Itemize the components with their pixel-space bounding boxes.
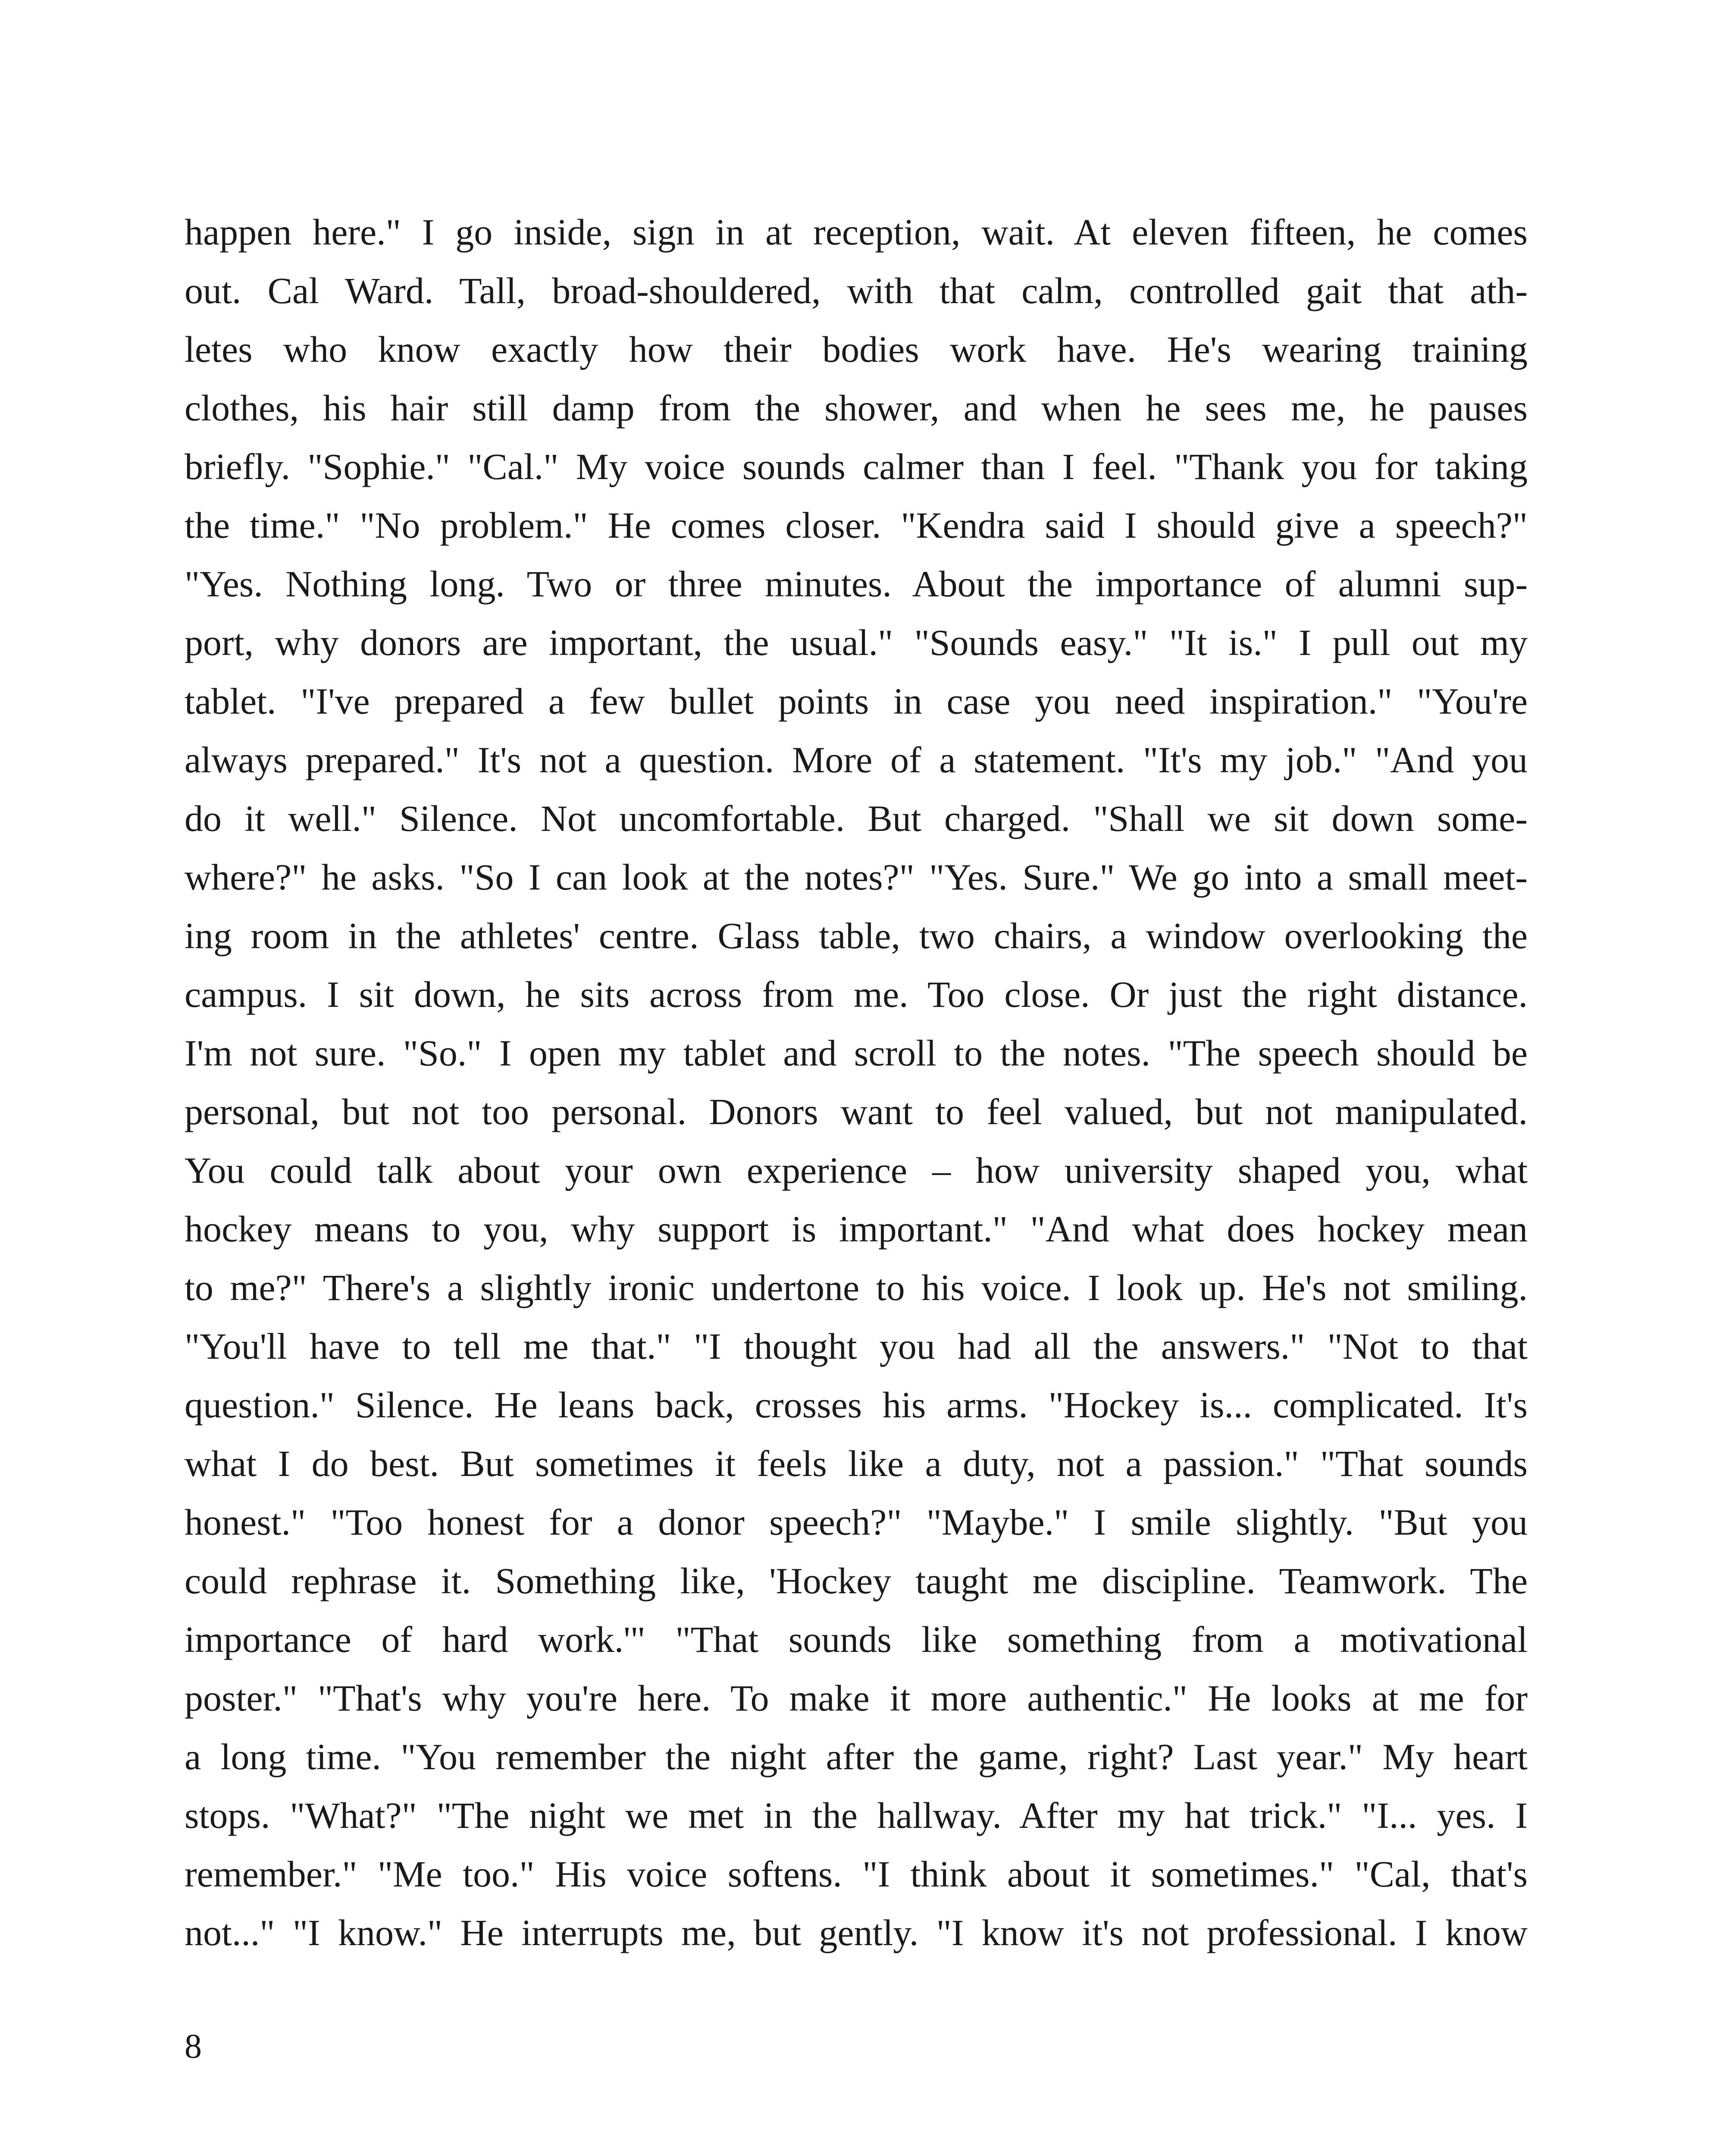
text-line-content: importance of hard work.'" "That sounds like something from a motivational — [185, 1619, 1528, 1660]
text-line — [185, 1141, 1528, 1200]
text-line-content: happen here." I go inside, sign in at reception, wait. At eleven fifteen, he comes — [185, 211, 1528, 253]
text-line-content: remember." "Me too." His voice softens. "I think about it sometimes." "Cal, that's — [185, 1853, 1528, 1895]
text-line — [185, 1551, 1528, 1610]
text-line — [185, 848, 1528, 906]
text-line-content: stops. "What?" "The night we met in the hallway. After my hat trick." "I... yes. I — [185, 1795, 1528, 1836]
text-line-content: where?" he asks. "So I can look at the notes?" "Yes. Sure." We go into a small meet- — [185, 856, 1528, 898]
text-line — [185, 1786, 1528, 1845]
text-line — [185, 1200, 1528, 1258]
text-line — [185, 1669, 1528, 1727]
text-line-content: poster." "That's why you're here. To make it more authentic." He looks at me for — [185, 1677, 1528, 1719]
text-line-content: tablet. "I've prepared a few bullet points in case you need inspiration." "You're — [185, 680, 1528, 722]
text-line — [185, 1317, 1528, 1376]
text-line-content: "You'll have to tell me that." "I thought you had all the answers." "Not to that — [185, 1326, 1528, 1367]
text-line — [185, 906, 1528, 965]
text-line — [185, 1376, 1528, 1434]
text-line — [185, 1024, 1528, 1082]
text-line — [185, 379, 1528, 437]
text-line — [185, 1845, 1528, 1903]
text-line-content: clothes, his hair still damp from the shower, and when he sees me, he pauses — [185, 387, 1528, 429]
text-line — [185, 1610, 1528, 1669]
text-line-content: briefly. "Sophie." "Cal." My voice sounds calmer than I feel. "Thank you for taking — [185, 446, 1528, 487]
text-line-content: could rephrase it. Something like, 'Hockey taught me discipline. Teamwork. The — [185, 1560, 1528, 1601]
text-line-content: a long time. "You remember the night after the game, right? Last year." My heart — [185, 1736, 1528, 1777]
text-line-content: ing room in the athletes' centre. Glass table, two chairs, a window overlooking the — [185, 915, 1528, 956]
text-line-content: what I do best. But sometimes it feels like a duty, not a passion." "That sounds — [185, 1443, 1528, 1484]
text-line — [185, 261, 1528, 320]
text-line — [185, 789, 1528, 848]
page-number: 8 — [185, 2028, 202, 2065]
text-line-content: letes who know exactly how their bodies work have. He's wearing training — [185, 329, 1528, 370]
text-line-content: not..." "I know." He interrupts me, but gently. "I know it's not professional. I know — [185, 1912, 1528, 1953]
text-line — [185, 1082, 1528, 1141]
text-line-content: question." Silence. He leans back, crosses his arms. "Hockey is... complicated. It's — [185, 1384, 1528, 1426]
text-line-content: the time." "No problem." He comes closer. "Kendra said I should give a speech?" — [185, 505, 1528, 546]
text-line — [185, 437, 1528, 496]
body-text — [185, 203, 1528, 1962]
text-line — [185, 203, 1528, 261]
text-line — [185, 613, 1528, 672]
text-line-content: hockey means to you, why support is important." "And what does hockey mean — [185, 1208, 1528, 1250]
text-line — [185, 672, 1528, 730]
text-line — [185, 730, 1528, 789]
text-line — [185, 1434, 1528, 1493]
text-line-content: to me?" There's a slightly ironic undertone to his voice. I look up. He's not smiling. — [185, 1267, 1528, 1308]
text-line-content: out. Cal Ward. Tall, broad-shouldered, with that calm, controlled gait that ath- — [185, 270, 1528, 311]
text-line-content: honest." "Too honest for a donor speech?" "Maybe." I smile slightly. "But you — [185, 1501, 1528, 1543]
text-line — [185, 965, 1528, 1024]
text-line — [185, 496, 1528, 555]
text-line-content: "Yes. Nothing long. Two or three minutes. About the importance of alumni sup- — [185, 563, 1528, 605]
text-line — [185, 1727, 1528, 1786]
text-line-content: I'm not sure. "So." I open my tablet and scroll to the notes. "The speech should be — [185, 1032, 1528, 1074]
text-line-content: You could talk about your own experience – how university shaped you, what — [185, 1150, 1528, 1191]
text-line — [185, 1258, 1528, 1317]
text-line-content: port, why donors are important, the usual." "Sounds easy." "It is." I pull out my — [185, 622, 1528, 663]
text-line — [185, 555, 1528, 613]
text-line — [185, 1903, 1528, 1962]
text-line-content: personal, but not too personal. Donors want to feel valued, but not manipulated. — [185, 1091, 1528, 1132]
text-line-content: campus. I sit down, he sits across from me. Too close. Or just the right distance. — [185, 974, 1528, 1015]
text-line-content: do it well." Silence. Not uncomfortable. But charged. "Shall we sit down some- — [185, 798, 1528, 839]
text-line — [185, 1493, 1528, 1551]
text-line-content: always prepared." It's not a question. More of a statement. "It's my job." "And you — [185, 739, 1528, 780]
text-line — [185, 320, 1528, 379]
